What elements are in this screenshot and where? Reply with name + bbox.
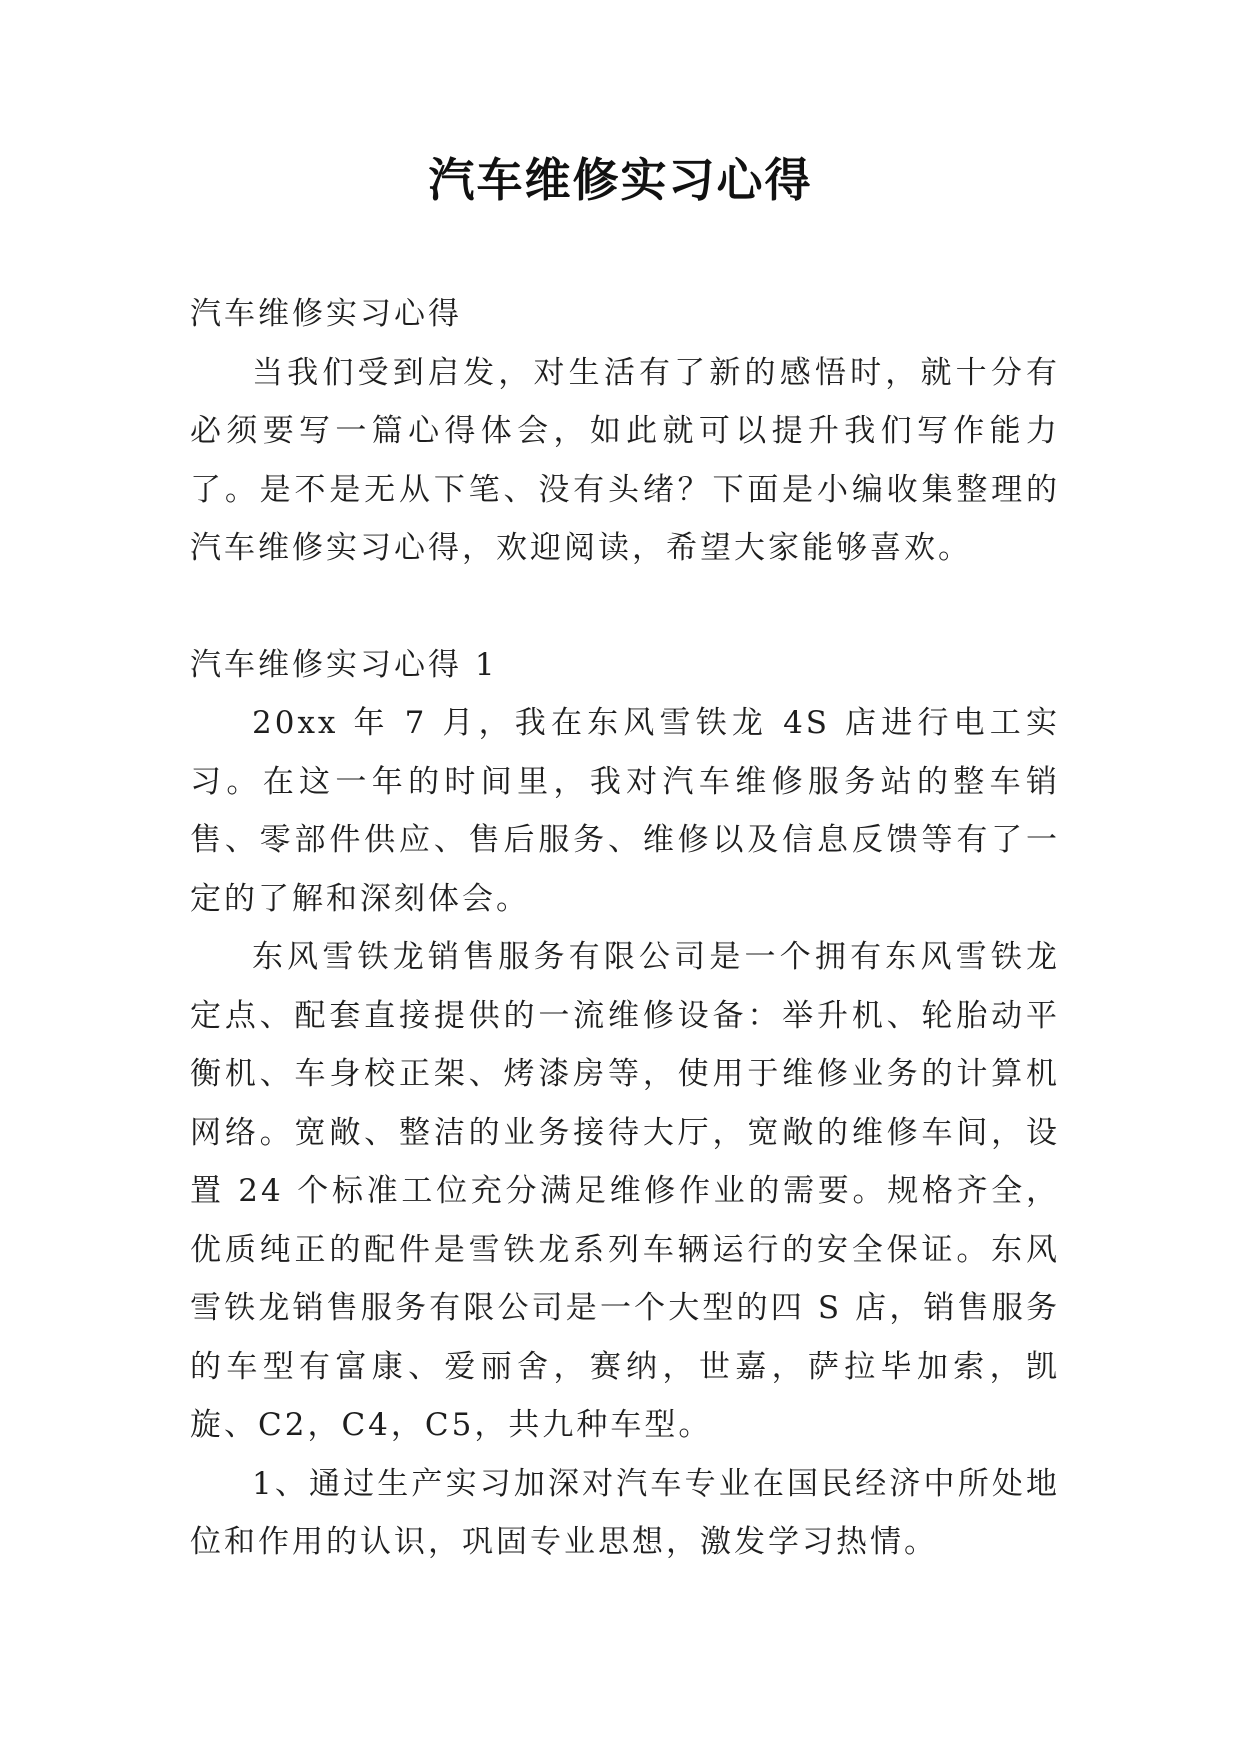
section1-paragraph-2: 东风雪铁龙销售服务有限公司是一个拥有东风雪铁龙定点、配套直接提供的一流维修设备：举升机、轮胎动平衡机、车身校正架、烤漆房等，使用于维修业务的计算机网络。宽敞、整洁的业务接待大厅，宽敞的维修车间，设置 24 个标准工位充分满足维修作业的需要。规格齐全，优质纯正的配件是雪铁龙系列车辆运行的安全保证。东风雪铁龙销售服务有限公司是一个大型的四 S 店，销售服务的车型有富康、爱丽舍，赛纳，世嘉，萨拉毕加索，凯旋、C2，C4，C5，共九种车型。: [190, 939, 1060, 1443]
intro-heading: 汽车维修实习心得: [190, 296, 462, 332]
document-title: 汽车维修实习心得: [428, 153, 813, 207]
section-spacer: [190, 578, 1060, 636]
intro-paragraph: 当我们受到启发，对生活有了新的感悟时，就十分有必须要写一篇心得体会，如此就可以提升我们写作能力了。是不是无从下笔、没有头绪？下面是小编收集整理的汽车维修实习心得，欢迎阅读，希望大家能够喜欢。: [190, 354, 1060, 566]
document-body: [190, 285, 1060, 1572]
section1-paragraph-1: 20xx 年 7 月，我在东风雪铁龙 4S 店进行电工实习。在这一年的时间里，我对汽车维修服务站的整车销售、零部件供应、售后服务、维修以及信息反馈等有了一定的了解和深刻体会。: [190, 705, 1060, 917]
section1-heading: 汽车维修实习心得 1: [190, 646, 498, 683]
section1-paragraph-3: 1、通过生产实习加深对汽车专业在国民经济中所处地位和作用的认识，巩固专业思想，激发学习热情。: [190, 1465, 1060, 1560]
